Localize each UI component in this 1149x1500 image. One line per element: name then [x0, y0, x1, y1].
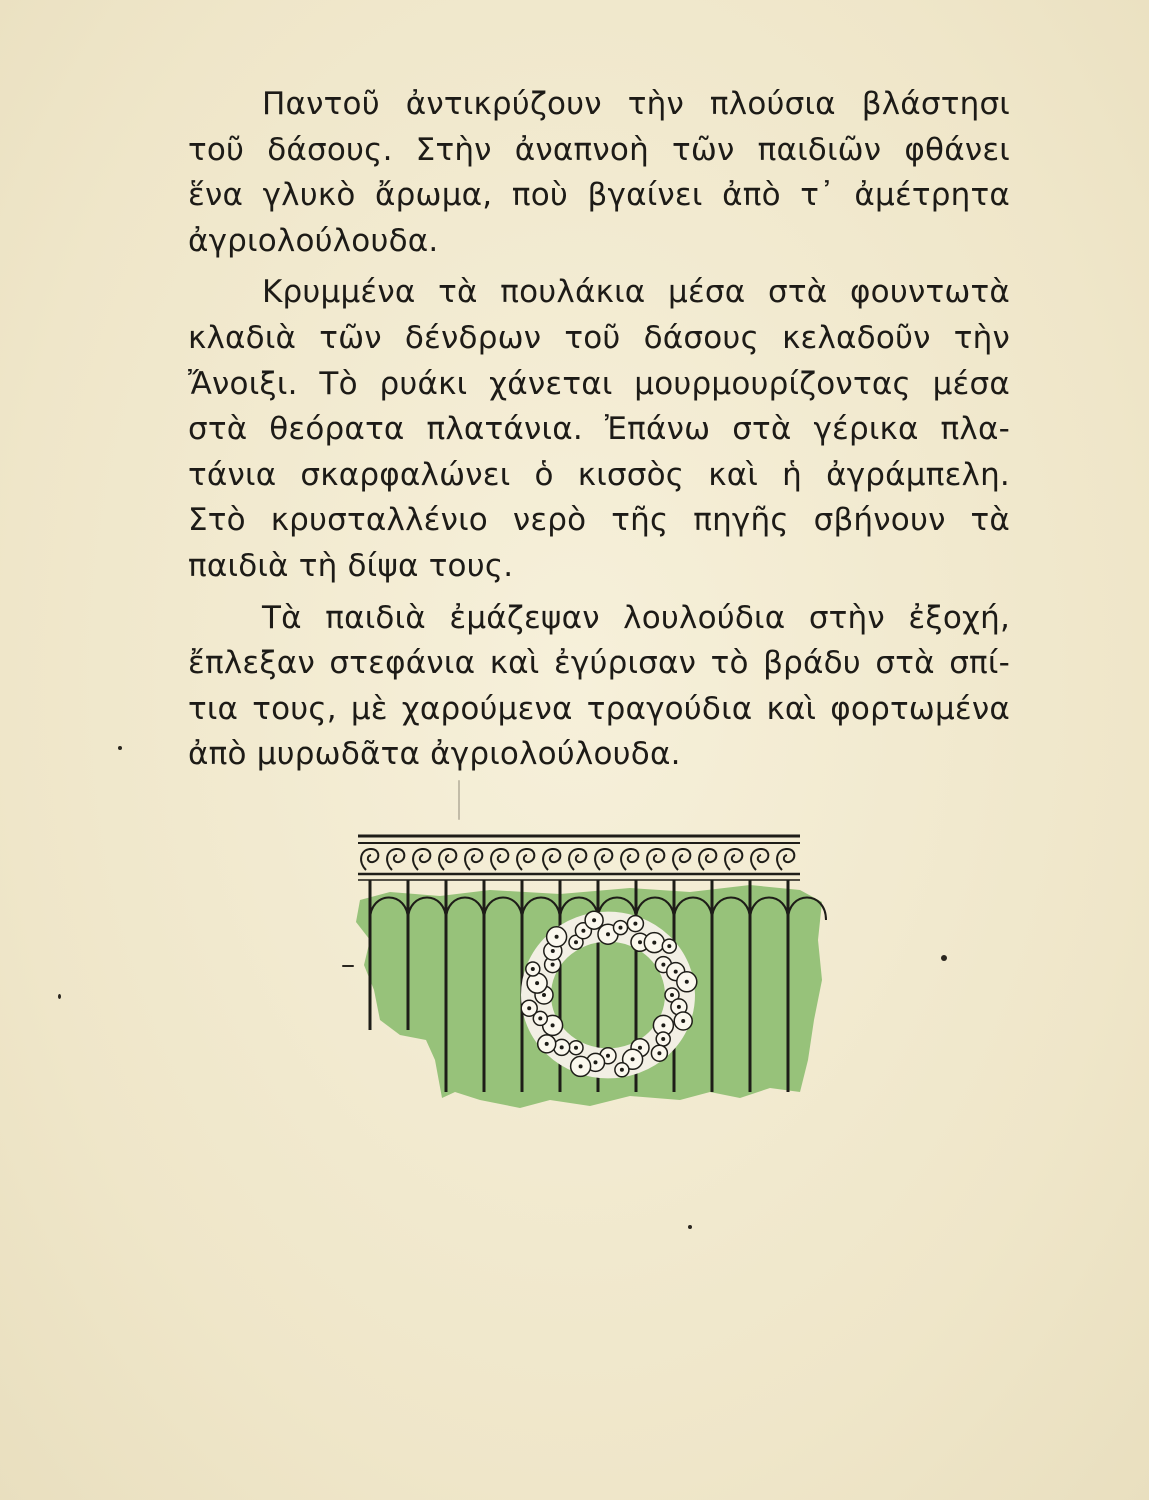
balcony-wreath-illustration: [330, 830, 830, 1130]
scroll-ornament: [673, 849, 690, 870]
text-line: Ἄνοιξι. Τὸ ρυάκι χάνεται μουρμουρίζοντας μέσα: [188, 365, 1010, 402]
text-line: ἔπλεξαν στεφάνια καὶ ἐγύρισαν τὸ βράδυ στὰ σπί-: [188, 645, 1010, 682]
text-line: στὰ θεόρατα πλατάνια. Ἐπάνω στὰ γέρικα πλα-: [188, 411, 1010, 448]
ink-speck: [58, 994, 61, 999]
flower-center: [667, 944, 671, 948]
flower-center: [661, 1037, 665, 1041]
flower-center: [652, 941, 656, 945]
flower-center: [633, 922, 637, 926]
scroll-ornament: [465, 849, 482, 870]
flower-center: [574, 940, 578, 944]
ink-speck: [458, 780, 460, 820]
ink-speck: [118, 746, 122, 750]
text-line: κλαδιὰ τῶν δένδρων τοῦ δάσους κελαδοῦν τὴν: [188, 319, 1010, 356]
flower-center: [631, 1057, 635, 1061]
flower-center: [685, 980, 689, 984]
flower-center: [670, 993, 674, 997]
flower-center: [527, 1006, 531, 1010]
flower-center: [619, 926, 623, 930]
flower-center: [574, 1046, 578, 1050]
text-line: ἀπὸ μυρωδᾶτα ἀγριολούλουδα.: [188, 736, 681, 773]
flower-center: [592, 918, 596, 922]
text-line: Στὸ κρυσταλλένιο νερὸ τῆς πηγῆς σβήνουν τὰ: [188, 502, 1010, 539]
flower-center: [551, 963, 555, 967]
flower-center: [606, 1054, 610, 1058]
ink-speck: [688, 1225, 692, 1229]
flower-center: [638, 940, 642, 944]
text-line: ἕνα γλυκὸ ἄρωμα, ποὺ βγαίνει ἀπὸ τ᾽ ἀμέτρητα: [188, 177, 1010, 214]
flower-center: [677, 1005, 681, 1009]
text-line: τοῦ δάσους. Στὴν ἀναπνοὴ τῶν παιδιῶν φθάνει: [188, 131, 1010, 168]
flower-center: [551, 949, 555, 953]
flower-center: [657, 1051, 661, 1055]
flower-center: [542, 993, 546, 997]
scroll-ornament: [751, 849, 768, 870]
flower-center: [551, 1023, 555, 1027]
flower-center: [560, 1045, 564, 1049]
text-line: τια τους, μὲ χαρούμενα τραγούδια καὶ φορτωμένα: [188, 690, 1010, 727]
text-line: παιδιὰ τὴ δίψα τους.: [188, 547, 514, 584]
text-line: Παντοῦ ἀντικρύζουν τὴν πλούσια βλάστησι: [262, 86, 1010, 122]
text-line: τάνια σκαρφαλώνει ὁ κισσὸς καὶ ἡ ἀγράμπελη.: [188, 456, 1010, 493]
scroll-ornament: [543, 849, 560, 870]
flower-center: [638, 1046, 642, 1050]
flower-center: [531, 967, 535, 971]
flower-center: [545, 1042, 549, 1046]
scroll-ornament: [491, 849, 508, 870]
flower-center: [555, 935, 559, 939]
scroll-ornament: [361, 849, 378, 870]
ink-speck: [941, 955, 947, 961]
text-line: Κρυμμένα τὰ πουλάκια μέσα στὰ φουντωτὰ: [262, 274, 1010, 311]
flower-center: [661, 963, 665, 967]
scroll-ornament: [569, 849, 586, 870]
flower-center: [681, 1019, 685, 1023]
scroll-ornament: [777, 849, 794, 870]
flower-center: [620, 1068, 624, 1072]
scroll-ornament: [517, 849, 534, 870]
flower-center: [535, 981, 539, 985]
scroll-ornament: [595, 849, 612, 870]
flower-center: [606, 932, 610, 936]
scroll-ornament: [387, 849, 404, 870]
ink-speck: [342, 965, 354, 967]
flower-center: [661, 1023, 665, 1027]
scroll-ornament: [699, 849, 716, 870]
scroll-ornament: [413, 849, 430, 870]
flower-center: [538, 1016, 542, 1020]
flower-center: [674, 970, 678, 974]
flower-center: [594, 1060, 598, 1064]
scroll-ornament: [439, 849, 456, 870]
scroll-ornament: [647, 849, 664, 870]
flower-center: [581, 929, 585, 933]
text-line: Τὰ παιδιὰ ἐμάζεψαν λουλούδια στὴν ἐξοχή,: [262, 599, 1010, 636]
flower-center: [579, 1064, 583, 1068]
text-line: ἀγριολούλουδα.: [188, 222, 439, 259]
scroll-ornament: [621, 849, 638, 870]
scroll-ornament: [725, 849, 742, 870]
body-text: [188, 82, 1010, 778]
